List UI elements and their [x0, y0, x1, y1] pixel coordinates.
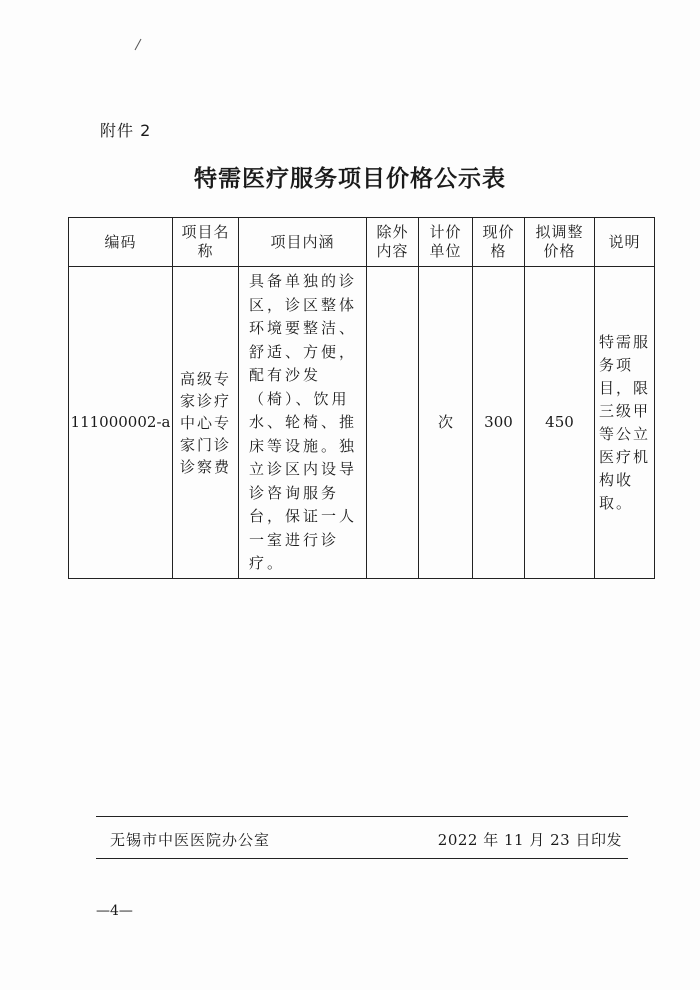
- cell-note: 特需服务项目，限三级甲等公立医疗机构收取。: [595, 267, 655, 579]
- footer-date: 2022 年 11 月 23 日印发: [437, 831, 622, 849]
- header-adjusted-price: 拟调整价格: [525, 218, 595, 267]
- table-header-row: [69, 218, 655, 267]
- header-name: 项目名称: [173, 218, 239, 267]
- cell-unit: 次: [419, 267, 473, 579]
- attachment-label: 附件 2: [100, 121, 152, 140]
- header-code: 编码: [69, 218, 173, 267]
- pen-mark: [133, 38, 142, 52]
- price-table: [68, 217, 655, 579]
- cell-current-price: 300: [473, 267, 525, 579]
- footer-bottom-rule: [96, 858, 628, 859]
- footer-top-rule: [96, 816, 628, 817]
- cell-code: 111000002-a: [69, 267, 173, 579]
- cell-name: 高级专家诊疗中心专家门诊诊察费: [173, 267, 239, 579]
- footer-issuer: 无锡市中医医院办公室: [110, 831, 271, 849]
- document-title: 特需医疗服务项目价格公示表: [194, 166, 506, 192]
- cell-except: [367, 267, 419, 579]
- header-note: 说明: [595, 218, 655, 267]
- header-except: 除外内容: [367, 218, 419, 267]
- header-current-price: 现价格: [473, 218, 525, 267]
- header-unit: 计价单位: [419, 218, 473, 267]
- page-number: —4—: [96, 903, 133, 919]
- cell-content: 具备单独的诊区，诊区整体环境要整洁、舒适、方便，配有沙发（椅）、饮用水、轮椅、推床等设施。独立诊区内设导诊咨询服务台，保证一人一室进行诊疗。: [239, 267, 367, 579]
- cell-adjusted-price: 450: [525, 267, 595, 579]
- table-row: [69, 267, 655, 579]
- header-content: 项目内涵: [239, 218, 367, 267]
